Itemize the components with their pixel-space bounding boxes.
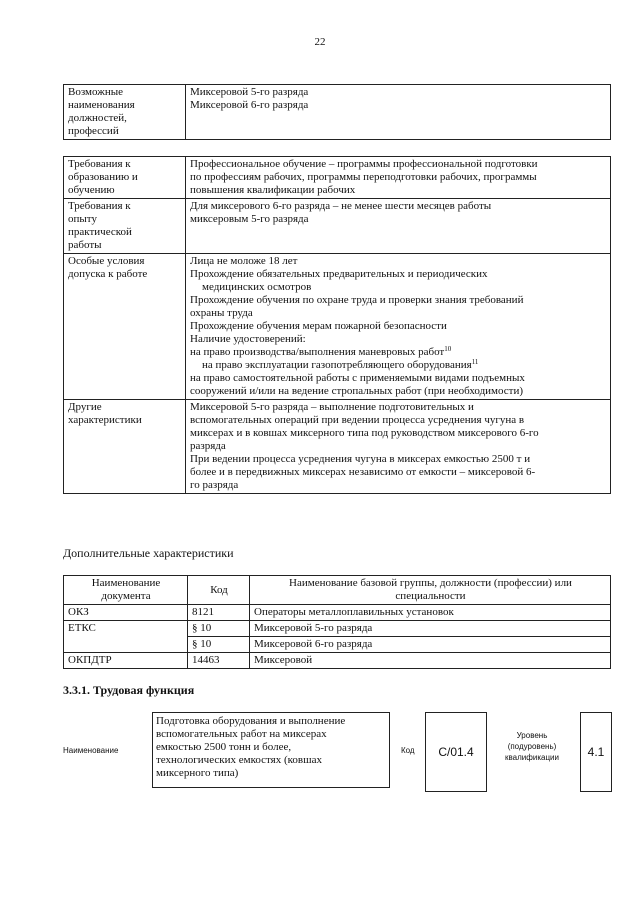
level-label-line: квалификации [505,753,559,762]
label-line: практической [68,226,132,238]
value-line: Прохождение обучения по охране труда и проверки знания требований [190,294,524,306]
experience-value [186,199,611,254]
label-line: наименования [68,99,135,111]
value-line [190,359,607,372]
label-line: допуска к работе [68,268,148,280]
value-line: сооружений и/или на ведение стропальных работ (при необходимости) [190,385,524,397]
label-line: обучению [68,184,115,196]
code-header: Код [188,576,250,605]
value-line: более и в передвижных миксерах независимо от емкости – миксеровой 6- [190,466,536,478]
doc-cell: ЕТКС [64,621,188,653]
value-line: Для миксерового 6-го разряда – не менее шести месяцев работы [190,200,492,212]
qualification-level-box: 4.1 [580,712,612,792]
other-characteristics-value [186,400,611,494]
function-name-line: технологических емкостях (ковшах [156,754,322,766]
label-line: Возможные [68,86,123,98]
value-line: повышения квалификации рабочих [190,184,356,196]
function-name-line: емкостью 2500 тонн и более, [156,741,292,753]
position-value: Миксеровой 6-го разряда [190,99,309,111]
value-line: охраны труда [190,307,253,319]
value-line: разряда [190,440,226,452]
header-line: Наименование [91,577,161,589]
label-line: профессий [68,125,119,137]
code-cell: § 10 [188,637,250,653]
code-cell: § 10 [188,621,250,637]
value-line: миксеровым 5-го разряда [190,213,309,225]
value-line: Прохождение обязательных предварительных и периодических [190,268,488,280]
label-line: должностей, [68,112,127,124]
name-cell: Миксеровой 5-го разряда [250,621,611,637]
name-cell: Операторы металлоплавильных установок [250,605,611,621]
label-line: Другие [68,401,102,413]
table-header-row [64,576,611,605]
positions-label [64,85,186,140]
value-line: на право самостоятельной работы с применяемыми видами подъемных [190,372,525,384]
positions-table [63,84,611,140]
page-number: 22 [314,36,326,48]
doc-cell: ОКПДТР [64,653,188,669]
function-code-box: C/01.4 [425,712,487,792]
header-line: Наименование базовой группы, должности (профессии) или [289,577,572,589]
name-header [250,576,611,605]
value-line: Миксеровой 5-го разряда – выполнение подготовительных и [190,401,474,413]
name-cell: Миксеровой 6-го разряда [250,637,611,653]
value-line: Прохождение обучения мерам пожарной безопасности [190,320,447,332]
labor-function-title: 3.3.1. Трудовая функция [63,683,195,697]
value-line: Наличие удостоверений: [190,333,306,345]
function-name-line: миксерного типа) [156,767,239,779]
function-name-line: вспомогательных работ на миксерах [156,728,327,740]
special-conditions-value [186,254,611,400]
experience-label [64,199,186,254]
certificate-text: на право эксплуатации газопотребляющего оборудования [202,359,472,371]
footnote-ref: 11 [471,358,479,366]
education-label [64,157,186,199]
special-conditions-label [64,254,186,400]
certificate-text: на право производства/выполнения маневровых работ [190,346,445,358]
value-line: го разряда [190,479,239,491]
doc-cell: ОКЗ [64,605,188,621]
education-value [186,157,611,199]
label-line: характеристики [68,414,142,426]
function-code-label: Код [401,746,415,755]
table-row [64,199,611,254]
level-label-line: (подуровень) [507,742,557,751]
value-line: миксерах и в ковшах миксерного типа под руководством миксерового 6-го [190,427,539,439]
table-row [64,254,611,400]
table-row [64,400,611,494]
label-line: образованию и [68,171,138,183]
label-line: Требования к [68,158,131,170]
label-line: Требования к [68,200,131,212]
value-line [190,346,607,359]
label-line: Особые условия [68,255,145,267]
label-line: работы [68,239,102,251]
value-line: медицинских осмотров [202,281,312,293]
position-value: Миксеровой 5-го разряда [190,86,309,98]
function-name-box [152,712,390,788]
additional-characteristics-title: Дополнительные характеристики [63,546,234,560]
value-line: по профессиям рабочих, программы переподготовки рабочих, программы [190,171,537,183]
value-line: При ведении процесса усреднения чугуна в миксерах емкостью 2500 т и [190,453,531,465]
table-row [64,653,611,669]
additional-characteristics-table [63,575,611,669]
positions-values [186,85,611,140]
doc-header [64,576,188,605]
requirements-table [63,156,611,494]
table-row [64,85,611,140]
value-line: Профессиональное обучение – программы профессиональной подготовки [190,158,538,170]
function-name-label: Наименование [63,746,119,755]
table-row [64,157,611,199]
label-line: опыту [68,213,97,225]
level-label-line: Уровень [516,731,548,740]
header-line: специальности [395,590,466,602]
other-characteristics-label [64,400,186,494]
name-cell: Миксеровой [250,653,611,669]
function-name-line: Подготовка оборудования и выполнение [156,715,346,727]
footnote-ref: 10 [444,345,452,353]
table-row [64,621,611,637]
qualification-level-label [492,730,572,763]
code-cell: 8121 [188,605,250,621]
header-line: документа [101,590,151,602]
table-row [64,605,611,621]
value-line: вспомогательных операций при ведении процесса усреднения чугуна в [190,414,525,426]
code-cell: 14463 [188,653,250,669]
value-line: Лица не моложе 18 лет [190,255,298,267]
